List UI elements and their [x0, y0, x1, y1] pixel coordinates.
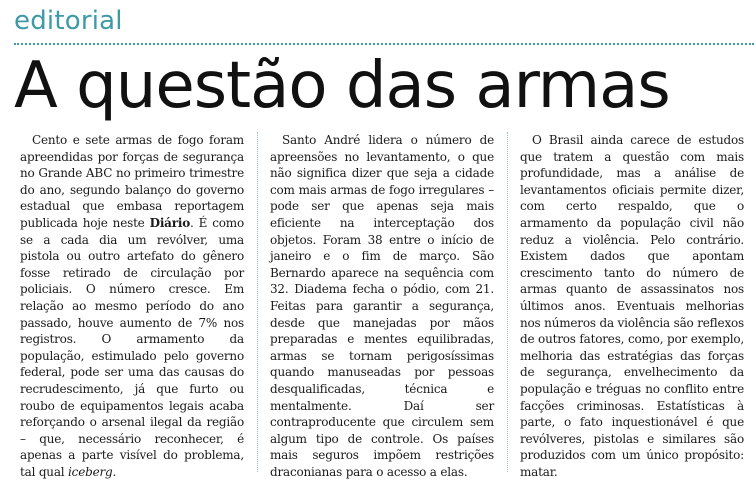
iceberg-term: iceberg: [68, 464, 113, 479]
article-column-1: [20, 132, 244, 480]
paragraph-2: Santo André lidera o número de apreensões no levantamento, o que não significa dizer que seja a cidade com mais armas de fogo irregulares – pode ser que apenas seja mais eficiente na interceptação dos objetos. Foram 38 entre o início de janeiro e o fim de março. São Bernardo aparece na sequência com 32. Diadema fecha o pódio, com 21. Feitas para garantir a segurança, desde que manejadas por mãos preparadas e mentes equilibradas, armas se tornam perigosíssimas quando manuseadas por pessoas desqualificadas, técnica e mentalmente. Daí ser contraproducente que circulem sem algum tipo de controle. Os países mais seguros impõem restrições draconianas para o acesso a elas.: [270, 133, 494, 479]
paragraph-3: O Brasil ainda carece de estudos que tratem a questão com mais profundidade, mas a análise de levantamentos oficiais permite dizer, com certo respaldo, que o armamento da população civil não reduz a violência. Pelo contrário. Existem dados que apontam crescimento tanto do número de armas quanto de assassinatos nos últimos anos. Eventuais melhorias nos números da violência são reflexos de outros fatores, como, por exemplo, melhoria das estratégias das forças de segurança, envelhecimento da população e tréguas no conflito entre facções criminosas. Estatísticas à parte, o fato inquestionável é que revólveres, pistolas e similares são produzidos com um único propósito: matar.: [520, 133, 744, 479]
newspaper-name: Diário: [149, 215, 191, 230]
article-column-2: [270, 132, 494, 480]
article-column-3: [520, 132, 744, 480]
column-divider: [257, 132, 258, 472]
section-header: [14, 6, 742, 36]
paragraph-1-end: .: [112, 464, 117, 479]
paragraph-1-text-b: . É como se a cada dia um revólver, uma pistola ou outro artefato do gênero fosse retirado de circulação por policiais. O número cresce. Em relação ao mesmo período do ano passado, houve aumento de 7% nos registros. O armamento da população, estimulado pelo governo federal, pode ser uma das causas do recrudescimento, já que furto ou roubo de equipamentos legais acaba reforçando o arsenal ilegal da região – que, necessário reconhecer, é apenas a parte visível do problema, tal qual: [20, 215, 244, 479]
column-divider: [507, 132, 508, 472]
section-label: editorial: [14, 6, 123, 36]
article-body: [20, 132, 744, 479]
paragraph-1: [20, 132, 244, 480]
headline: A questão das armas: [14, 49, 670, 123]
paragraph-1-text-a: Cento e sete armas de fogo foram apreendidas por forças de segurança no Grande ABC no primeiro trimestre do ano, segundo balanço do governo estadual que embasa reportagem publicada hoje neste: [20, 133, 244, 230]
section-divider: [14, 43, 754, 45]
